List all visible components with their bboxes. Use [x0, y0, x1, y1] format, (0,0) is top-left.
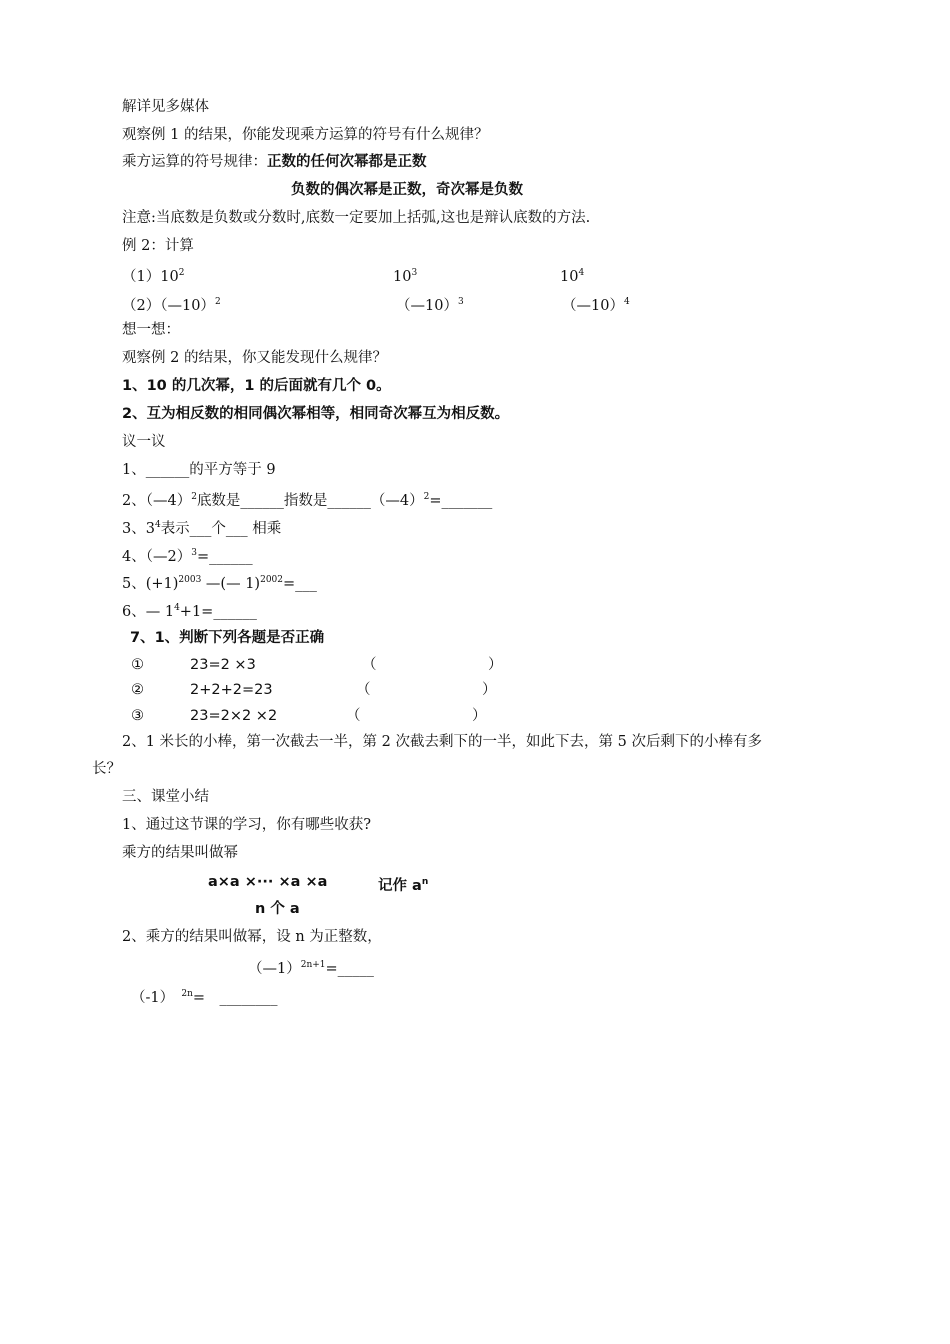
note-line: 注意:当底数是负数或分数时,底数一定要加上括弧,这也是辩认底数的方法.	[122, 210, 591, 226]
judge-item-3-paren-right: ）	[472, 708, 487, 724]
judge-item-3-num: ③	[131, 708, 144, 724]
example-2-row-1: $(1)10^2$	[122, 268, 185, 285]
example-2-row-1-item-2: $10^3$	[393, 268, 418, 285]
question-6: 6、— $1^4+1=\_\_\_\_\_\_$	[122, 603, 257, 620]
example-2-row-2-item-2: （—10）$^3$	[396, 297, 464, 314]
judge-item-2-paren-left: （	[356, 682, 371, 698]
example-2-title: 例 2：计算	[122, 238, 194, 254]
question-1: 1、______的平方等于 9	[122, 462, 276, 478]
summary-power-sign-question: 2、乘方的结果叫做幂，设 n 为正整数，	[122, 929, 382, 945]
example-2-row-2: （2）（—10）$^2$	[122, 297, 221, 314]
question-4: 4、（—2）$^3$=______	[122, 548, 253, 565]
question-7-title: 7、1、判断下列各题是否正确	[130, 630, 325, 646]
summary-question: 1、通过这节课的学习，你有哪些收获?	[122, 817, 371, 833]
judge-item-1-paren-left: （	[362, 657, 377, 673]
judge-item-2-paren-right: ）	[482, 682, 497, 698]
think-title: 想一想：	[122, 322, 180, 338]
sign-rule-negative: 负数的偶次幂是正数，奇次幂是负数	[291, 182, 523, 198]
example-2-row-1-item-3: $10^4$	[560, 268, 585, 285]
judge-item-2-num: ②	[131, 682, 144, 698]
power-formula: a×a ×··· ×a ×a	[208, 874, 328, 890]
question-7-2-line-1: 2、1 米长的小棒，第一次截去一半，第 2 次截去剩下的一半，如此下去，第 5 次后剩下的小棒有多	[122, 734, 762, 750]
judge-item-1-expr: 23=2 ×3	[190, 657, 256, 673]
power-notation: 记作 $a^n$	[378, 877, 429, 894]
odd-power-blank: （—1）$^{2n+1}$=_____	[248, 960, 374, 977]
summary-power-definition: 乘方的结果叫做幂	[122, 845, 238, 861]
judge-item-1-paren-right: ）	[488, 657, 503, 673]
observe-question-1: 观察例 1 的结果，你能发现乘方运算的符号有什么规律？	[122, 127, 489, 143]
discuss-title: 议一议	[122, 434, 166, 450]
question-2: 2、（—4）$^2$底数是______指数是______（—4）$^2$=_______	[122, 492, 493, 509]
judge-item-3-expr: 23=2×2 ×2	[190, 708, 278, 724]
question-3: 3、$3^4$表示___个___ 相乘	[122, 520, 282, 537]
even-power-blank: （-1） $^{2n}$= ________	[131, 989, 278, 1006]
question-5: 5、$(+1)^{2003}$ —(— 1)$^{2002}$=___	[122, 575, 317, 592]
sign-rule-positive: 正数的任何次幂都是正数	[267, 154, 427, 170]
example-2-row-2-item-3: （—10）$^4$	[562, 297, 630, 314]
sign-rule-line	[122, 152, 427, 172]
judge-item-3-paren-left: （	[346, 708, 361, 724]
question-7-2-line-2: 长？	[92, 761, 121, 777]
judge-item-2-expr: 2+2+2=23	[190, 682, 273, 698]
rule-power-of-ten: 1、10 的几次幂，1 的后面就有几个 0。	[122, 378, 391, 394]
intro-line: 解详见多媒体	[122, 99, 209, 115]
observe-question-2: 观察例 2 的结果，你又能发现什么规律？	[122, 350, 387, 366]
power-formula-underbrace-label: n 个 a	[255, 901, 300, 917]
summary-title: 三、课堂小结	[122, 789, 209, 805]
rule-opposite-numbers: 2、互为相反数的相同偶次幂相等，相同奇次幂互为相反数。	[122, 406, 510, 422]
sign-rule-label: 乘方运算的符号规律：	[122, 154, 267, 170]
judge-item-1-num: ①	[131, 657, 144, 673]
